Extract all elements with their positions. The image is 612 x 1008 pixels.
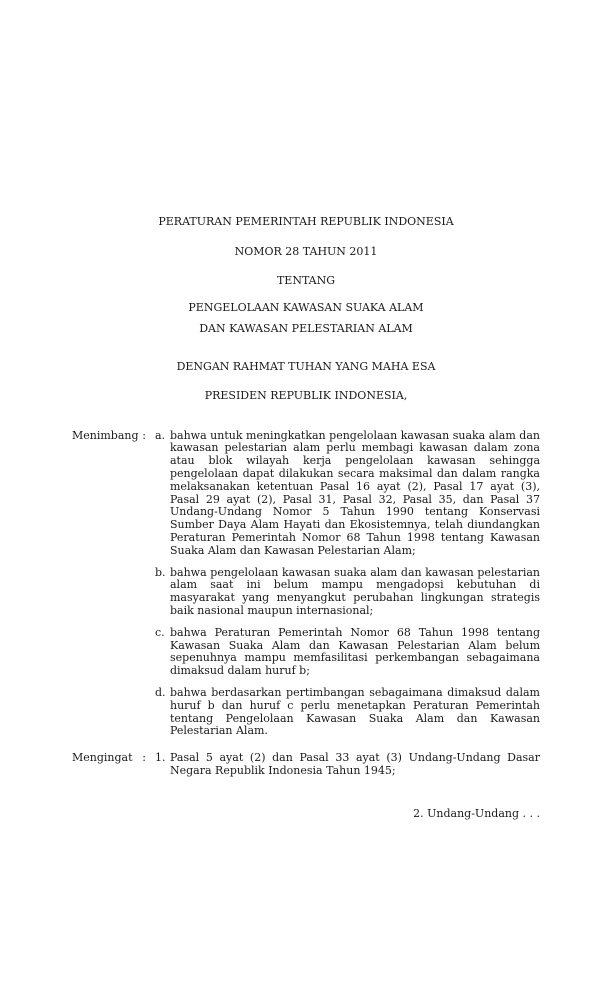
item-marker: 1. <box>155 751 166 765</box>
menimbang-items <box>155 430 540 739</box>
menimbang-item-a <box>155 430 540 558</box>
mengingat-label <box>72 752 155 778</box>
menimbang-item-c <box>155 627 540 678</box>
menimbang-label-text: Menimbang <box>72 428 139 442</box>
item-marker: c. <box>155 625 165 639</box>
page-catchword: 2. Undang-Undang . . . <box>413 806 540 820</box>
doc-title-line-1: PERATURAN PEMERINTAH REPUBLIK INDONESIA <box>158 215 454 228</box>
item-text: Pasal 5 ayat (2) dan Pasal 33 ayat (3) Undang-Undang Dasar Negara Republik Indonesia Tahun 1945; <box>170 751 540 777</box>
doc-title-line-3: TENTANG <box>276 273 336 287</box>
mengingat-item-1 <box>155 752 540 778</box>
item-marker: a. <box>155 428 166 442</box>
item-text: bahwa berdasarkan pertimbangan sebagaimana dimaksud dalam huruf b dan huruf c perlu menetapkan Peraturan Pemerintah tentang Pengelolaan Kawasan Suaka Alam dan Kawasan Pelestarian Alam. <box>170 685 540 738</box>
mengingat-label-text: Mengingat <box>72 751 133 765</box>
mengingat-section <box>72 752 540 778</box>
mengingat-items <box>155 752 540 778</box>
preamble <box>0 430 612 778</box>
item-text: bahwa Peraturan Pemerintah Nomor 68 Tahun 1998 tentang Kawasan Suaka Alam dan Kawasan Pelestarian Alam belum sepenuhnya mampu memfasilitasi perkembangan sebagaimana dimaksud dalam huruf b; <box>170 625 540 678</box>
mengingat-label-colon: : <box>142 751 146 765</box>
doc-title-line-4: PENGELOLAAN KAWASAN SUAKA ALAM <box>188 301 424 315</box>
menimbang-label <box>72 430 155 739</box>
menimbang-section <box>72 430 540 739</box>
item-marker: b. <box>155 565 166 579</box>
doc-authority-line: PRESIDEN REPUBLIK INDONESIA, <box>204 388 408 402</box>
menimbang-label-colon: : <box>142 428 146 442</box>
menimbang-item-d <box>155 687 540 738</box>
item-text: bahwa untuk meningkatkan pengelolaan kawasan suaka alam dan kawasan pelestarian alam perlu membagi kawasan dalam zona atau blok wilayah kerja pengelolaan kawasan sehingga pengelolaan dapat dilakukan secara maksimal dan dalam rangka melaksanakan ketentuan Pasal 16 ayat (2), Pasal 17 ayat (3), Pasal 29 ayat (2), Pasal 31, Pasal 32, Pasal 35, dan Pasal 37 Undang-Undang Nomor 5 Tahun 1990 tentang Konservasi Sumber Daya Alam Hayati dan Ekosistemnya, telah diundangkan Peraturan Pemerintah Nomor 68 Tahun 1998 tentang Kawasan Suaka Alam dan Kawasan Pelestarian Alam; <box>170 428 540 557</box>
menimbang-item-b <box>155 567 540 618</box>
doc-title-line-2: NOMOR 28 TAHUN 2011 <box>234 244 378 258</box>
doc-invocation-line: DENGAN RAHMAT TUHAN YANG MAHA ESA <box>176 359 436 373</box>
item-text: bahwa pengelolaan kawasan suaka alam dan kawasan pelestarian alam saat ini belum mampu mengadopsi kebutuhan di masyarakat yang menyangkut perubahan lingkungan strategis baik nasional maupun internasional; <box>170 565 540 617</box>
title-block <box>0 0 612 403</box>
item-marker: d. <box>155 685 166 699</box>
doc-title-line-5: DAN KAWASAN PELESTARIAN ALAM <box>199 322 413 336</box>
